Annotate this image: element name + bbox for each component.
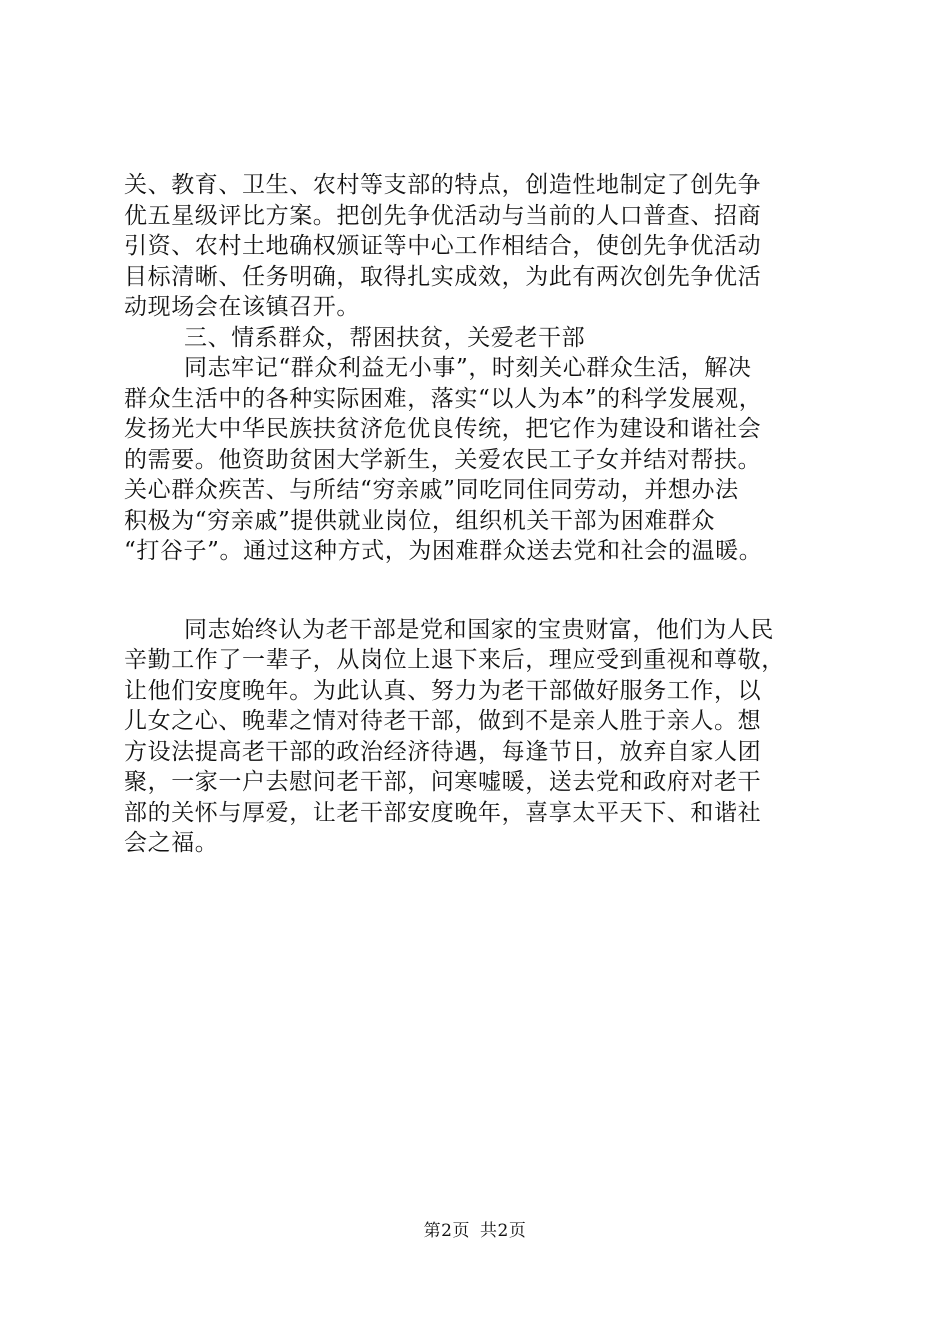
section-heading: 三、情系群众，帮困扶贫，关爱老干部 <box>184 324 586 351</box>
paragraph-line: 让他们安度晚年。为此认真、努力为老干部做好服务工作，以 <box>124 677 762 704</box>
paragraph-line: 积极为“穷亲戚”提供就业岗位，组织机关干部为困难群众 <box>124 507 716 534</box>
paragraph-line: 关心群众疾苦、与所结“穷亲戚”同吃同住同劳动，并想办法 <box>124 477 739 503</box>
paragraph-line: 优五星级评比方案。把创先争优活动与当前的人口普查、招商 <box>124 202 762 229</box>
paragraph-line: 引资、农村土地确权颁证等中心工作相结合，使创先争优活动 <box>124 233 762 259</box>
paragraph-line: “打谷子”。通过这种方式，为困难群众送去党和社会的温暖。 <box>124 538 763 564</box>
paragraph-line: 目标清晰、任务明确，取得扎实成效，为此有两次创先争优活 <box>124 263 762 290</box>
paragraph-line: 同志牢记“群众利益无小事”，时刻关心群众生活，解决 <box>184 355 752 381</box>
page-number-total: 共2页 <box>480 1221 527 1241</box>
paragraph-line: 群众生活中的各种实际困难，落实“以人为本”的科学发展观， <box>124 385 763 412</box>
paragraph-gap <box>124 567 854 615</box>
paragraph-line: 方设法提高老干部的政治经济待遇，每逢节日，放弃自家人团 <box>124 738 762 765</box>
paragraph-line: 发扬光大中华民族扶贫济危优良传统，把它作为建设和谐社会 <box>124 416 762 442</box>
paragraph-line: 聚，一家一户去慰问老干部，问寒嘘暖，送去党和政府对老干 <box>124 769 762 795</box>
paragraph-line: 同志始终认为老干部是党和国家的宝贵财富，他们为人民 <box>184 616 774 643</box>
paragraph-line: 会之福。 <box>124 830 219 856</box>
paragraph-line: 部的关怀与厚爱，让老干部安度晚年，喜享太平天下、和谐社 <box>124 799 762 826</box>
page-footer <box>0 1216 950 1241</box>
paragraph-line: 辛勤工作了一辈子，从岗位上退下来后，理应受到重视和尊敬， <box>124 647 785 673</box>
document-body <box>124 170 854 859</box>
page-number-current: 第2页 <box>423 1221 470 1241</box>
paragraph-line: 关、教育、卫生、农村等支部的特点，创造性地制定了创先争 <box>124 172 762 198</box>
paragraph-line: 儿女之心、晚辈之情对待老干部，做到不是亲人胜于亲人。想 <box>124 708 762 734</box>
paragraph-line: 的需要。他资助贫困大学新生，关爱农民工子女并结对帮扶。 <box>124 446 762 473</box>
paragraph-line: 动现场会在该镇召开。 <box>124 294 360 320</box>
